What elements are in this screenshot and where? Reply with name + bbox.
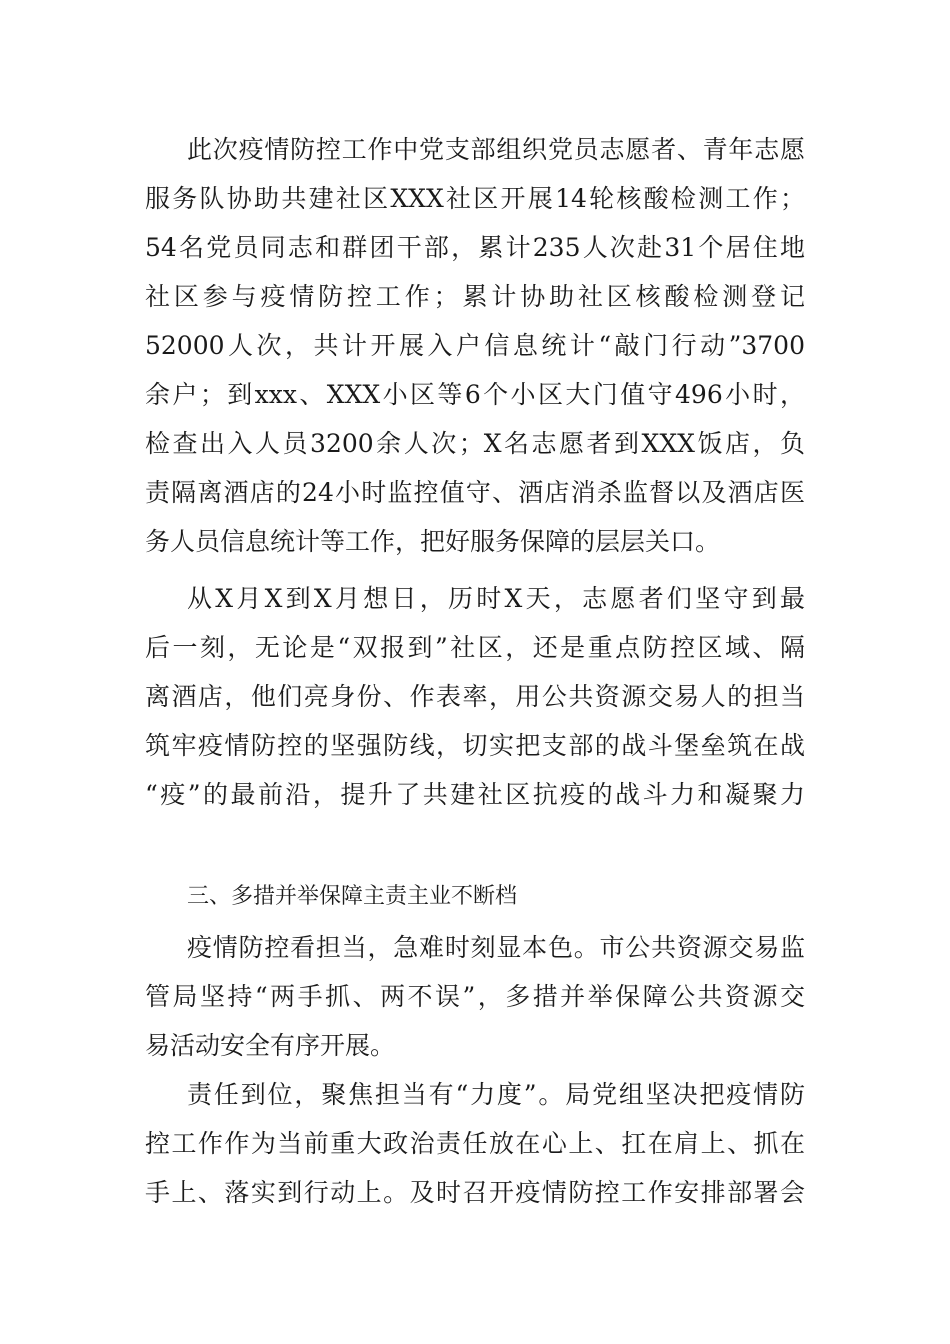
text-line: 责任到位，聚焦担当有“力度”。局党组坚决把疫情防 [187,1080,805,1109]
text-line: 责隔离酒店的24小时监控值守、酒店消杀监督以及酒店医 [145,478,805,507]
text-line: 务人员信息统计等工作，把好服务保障的层层关口。 [145,527,721,556]
text-line: 余户；到xxx、XXX小区等6个小区大门值守496小时， [145,380,805,409]
section-heading: 三、多措并举保障主责主业不断档 [187,884,518,909]
text-line: 离酒店，他们亮身份、作表率，用公共资源交易人的担当 [145,682,805,711]
text-line: 从X月X到X月想日，历时X天，志愿者们坚守到最 [187,584,805,613]
text-line: 社区参与疫情防控工作；累计协助社区核酸检测登记 [145,282,805,311]
text-line: 疫情防控看担当，急难时刻显本色。市公共资源交易监 [187,933,805,962]
text-line: 此次疫情防控工作中党支部组织党员志愿者、青年志愿 [187,135,805,164]
text-line: 易活动安全有序开展。 [145,1031,396,1060]
text-line: 52000人次，共计开展入户信息统计“敲门行动”3700 [145,331,805,360]
text-line: 服务队协助共建社区XXX社区开展14轮核酸检测工作； [145,184,805,213]
text-line: 54名党员同志和群团干部，累计235人次赴31个居住地 [145,233,805,262]
text-line: “疫”的最前沿，提升了共建社区抗疫的战斗力和凝聚力 [145,780,805,809]
text-line: 控工作作为当前重大政治责任放在心上、扛在肩上、抓在 [145,1129,805,1158]
text-line: 管局坚持“两手抓、两不误”，多措并举保障公共资源交 [145,982,805,1011]
text-line: 后一刻，无论是“双报到”社区，还是重点防控区域、隔 [145,633,805,662]
text-line: 手上、落实到行动上。及时召开疫情防控工作安排部署会 [145,1178,805,1207]
text-line: 检查出入人员3200余人次；X名志愿者到XXX饭店，负 [145,429,805,458]
text-line: 筑牢疫情防控的坚强防线，切实把支部的战斗堡垒筑在战 [145,731,805,760]
